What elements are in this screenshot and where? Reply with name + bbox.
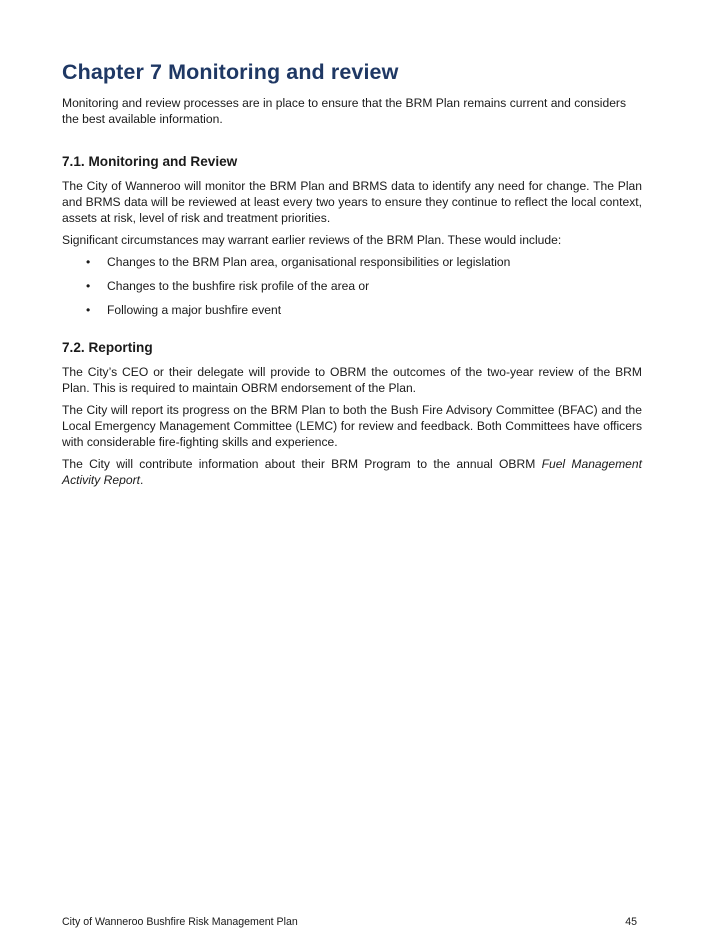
monitoring-paragraph-2: Significant circumstances may warrant earlier reviews of the BRM Plan. These would include: <box>62 233 562 247</box>
list-item-text: Changes to the BRM Plan area, organisational responsibilities or legislation <box>107 255 511 269</box>
reporting-paragraph-3 <box>62 456 642 488</box>
page-footer <box>62 916 637 928</box>
bullet-glyph: • <box>86 279 91 293</box>
footer-document-title: City of Wanneroo Bushfire Risk Management Plan <box>62 916 298 928</box>
reporting-paragraph-3-text: The City will contribute information about their BRM Program to the annual OBRM <box>62 457 542 471</box>
section-heading-reporting: 7.2. Reporting <box>62 340 153 355</box>
monitoring-paragraph-1: The City of Wanneroo will monitor the BRM Plan and BRMS data to identify any need for change. The Plan and BRMS data will be reviewed at least every two years to ensure they continue to reflect the local context, assets at risk, level of risk and treatment priorities. <box>62 179 642 225</box>
intro-paragraph: Monitoring and review processes are in place to ensure that the BRM Plan remains current and considers the best available information. <box>62 96 626 126</box>
list-item <box>62 302 642 318</box>
document-page <box>62 60 642 494</box>
bullet-glyph: • <box>86 255 91 269</box>
reporting-paragraph-1: The City’s CEO or their delegate will provide to OBRM the outcomes of the two-year review of the BRM Plan. This is required to maintain OBRM endorsement of the Plan. <box>62 365 642 395</box>
section-heading-monitoring: 7.1. Monitoring and Review <box>62 154 238 169</box>
reporting-paragraph-2: The City will report its progress on the BRM Plan to both the Bush Fire Advisory Committee (BFAC) and the Local Emergency Management Committee (LEMC) for review and feedback. Both Committees have officers with considerable fire-fighting skills and experience. <box>62 403 642 449</box>
list-item <box>62 278 642 294</box>
list-item-text: Following a major bushfire event <box>107 303 282 317</box>
list-item <box>62 254 642 270</box>
report-title-italic: Fuel Management Activity Report <box>62 457 642 487</box>
list-item-text: Changes to the bushfire risk profile of the area or <box>107 279 370 293</box>
bullet-glyph: • <box>86 303 91 317</box>
chapter-title: Chapter 7 Monitoring and review <box>62 60 399 84</box>
footer-page-number: 45 <box>625 916 637 928</box>
review-triggers-list <box>62 254 642 318</box>
reporting-paragraph-3-end: . <box>139 473 144 487</box>
